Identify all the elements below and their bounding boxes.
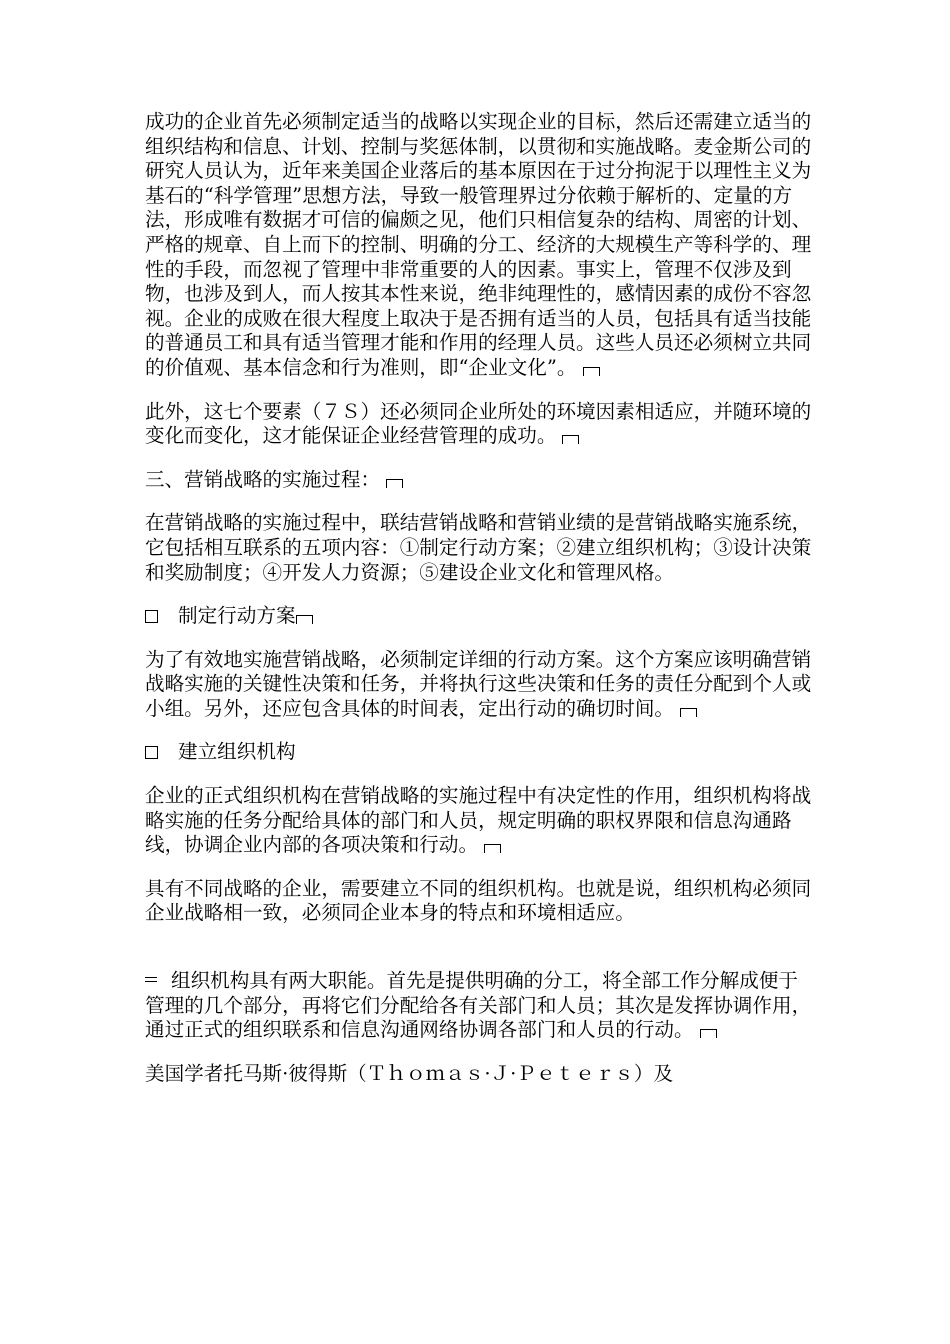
subheading-text: 建立组织机构 xyxy=(178,740,296,764)
paragraph-implementation-system xyxy=(145,511,815,585)
paragraph-ideal-strategy xyxy=(145,110,815,381)
paragraph-text: 成功的企业首先必须制定适当的战略以实现企业的目标，然后还需建立适当的组织结构和信息、计划、控制与奖惩体制，以贯彻和实施战略。麦金斯公司的研究人员认为，近年来美国企业落后的基本原因在于过分拘泥于以理性主义为基石的“科学管理”思想方法，导致一般管理界过分依赖于解析的、定量的方法，形成唯有数据才可信的偏颇之见，他们只相信复杂的结构、周密的计划、严格的规章、自上而下的控制、明确的分工、经济的大规模生产等科学的、理性的手段，而忽视了管理中非常重要的人的因素。事实上，管理不仅涉及到物，也涉及到人，而人按其本性来说，绝非纯理性的，感情因素的成份不容忽视。企业的成败在很大程度上取决于是否拥有适当的人员，包括具有适当技能的普通员工和具有适当管理才能和作用的经理人员。这些人员还必须树立共同的价值观、基本信念和行为准则，即“企业文化”。 xyxy=(145,110,812,379)
subheading-organization xyxy=(145,740,815,765)
document-page xyxy=(145,110,815,1086)
paragraph-thomas-peters xyxy=(145,1062,815,1087)
paragraph-mark-icon xyxy=(680,708,697,717)
paragraph-text: 为了有效地实施营销战略，必须制定详细的行动方案。这个方案应该明确营销战略实施的关键性决策和任务，并将执行这些决策和任务的责任分配到个人或小组。另外，还应包含具体的时间表，定出行动的确切时间。 xyxy=(145,647,812,720)
paragraph-seven-s xyxy=(145,400,815,449)
paragraph-mark-icon xyxy=(583,367,600,376)
checkbox-bullet-icon xyxy=(145,746,158,759)
checkbox-bullet-icon xyxy=(145,610,158,623)
paragraph-organization-role xyxy=(145,784,815,858)
paragraph-text: 组织机构具有两大职能。首先是提供明确的分工，将全部工作分解成便于管理的几个部分，再将它们分配给各有关部门和人员；其次是发挥协调作用，通过正式的组织联系和信息沟通网络协调各部门和人员的行动。 xyxy=(145,969,812,1042)
paragraph-mark-icon xyxy=(296,615,313,624)
section-heading-text: 三、营销战略的实施过程： xyxy=(145,467,381,491)
paragraph-different-strategies xyxy=(145,877,815,926)
paragraph-text: 此外，这七个要素（７Ｓ）还必须同企业所处的环境因素相适应，并随环境的变化而变化，这才能保证企业经营管理的成功。 xyxy=(145,399,812,448)
subheading-text: 制定行动方案 xyxy=(178,604,296,628)
paragraph-text: 在营销战略的实施过程中，联结营销战略和营销业绩的是营销战略实施系统，它包括相互联系的五项内容：①制定行动方案；②建立组织机构；③设计决策和奖励制度；④开发人力资源；⑤建设企业文化和管理风格。 xyxy=(145,511,812,584)
subheading-action-plan xyxy=(145,604,815,629)
paragraph-text: 具有不同战略的企业，需要建立不同的组织机构。也就是说，组织机构必须同企业战略相一致，必须同企业本身的特点和环境相适应。 xyxy=(145,876,812,925)
section-heading xyxy=(145,468,815,493)
list-bullet-icon xyxy=(145,976,157,984)
paragraph-text: 企业的正式组织机构在营销战略的实施过程中有决定性的作用，组织机构将战略实施的任务分配给具体的部门和人员，规定明确的职权界限和信息沟通路线，协调企业内部的各项决策和行动。 xyxy=(145,784,812,857)
paragraph-mark-icon xyxy=(700,1029,717,1038)
paragraph-mark-icon xyxy=(562,435,579,444)
paragraph-text: 美国学者托马斯·彼得斯（Ｔｈｏｍａｓ·Ｊ·Ｐｅｔｅｒｓ）及 xyxy=(145,1061,674,1085)
paragraph-mark-icon xyxy=(386,479,403,488)
paragraph-action-plan xyxy=(145,648,815,722)
paragraph-two-functions xyxy=(145,969,815,1043)
paragraph-mark-icon xyxy=(484,844,501,853)
